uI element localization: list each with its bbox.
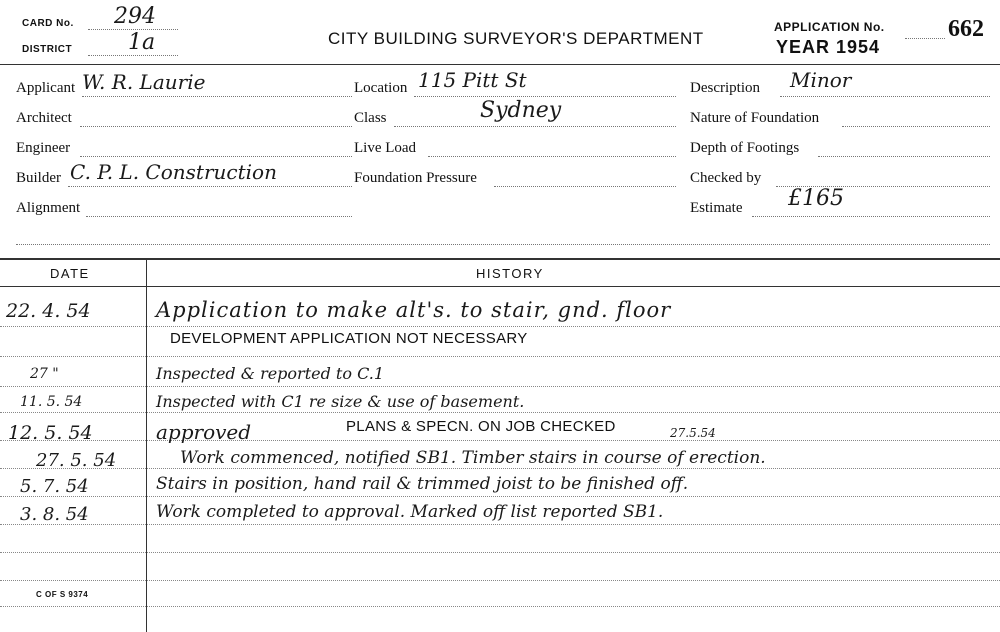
- history-entry-3: Inspected & reported to C.1: [156, 364, 385, 383]
- ruled-line: [0, 524, 1000, 525]
- ruled-line: [0, 326, 1000, 327]
- history-column-header: HISTORY: [476, 266, 544, 281]
- district-line: [88, 55, 178, 56]
- nature-of-foundation-line: [842, 126, 990, 127]
- foundation-pressure-line: [494, 186, 676, 187]
- application-no-line: [905, 38, 945, 39]
- architect-label: Architect: [16, 110, 72, 126]
- history-date-8: 3. 8. 54: [20, 504, 89, 525]
- card-no-label: CARD No.: [22, 18, 74, 29]
- depth-of-footings-line: [818, 156, 990, 157]
- history-entry-5: approved: [156, 420, 252, 444]
- ruled-line: [0, 440, 1000, 441]
- history-entry-4: Inspected with C1 re size & use of basement.: [156, 392, 525, 411]
- history-date-1: 22. 4. 54: [6, 300, 91, 322]
- district-label: DISTRICT: [22, 44, 73, 55]
- builder-value: C. P. L. Construction: [70, 160, 277, 184]
- ruled-line: [0, 580, 1000, 581]
- class-line: [394, 126, 676, 127]
- application-no-value: 662: [948, 16, 984, 42]
- alignment-line: [86, 216, 352, 217]
- architect-line: [80, 126, 352, 127]
- history-date-5: 12. 5. 54: [8, 422, 93, 444]
- engineer-label: Engineer: [16, 140, 71, 156]
- nature-of-foundation-label: Nature of Foundation: [690, 110, 820, 126]
- description-line: [780, 96, 990, 97]
- plans-checked-stamp: PLANS & SPECN. ON JOB CHECKED: [346, 418, 616, 435]
- extra-field-line: [16, 244, 990, 245]
- class-value: Sydney: [480, 98, 562, 123]
- description-label: Description: [690, 80, 760, 96]
- location-label: Location: [354, 80, 408, 96]
- history-date-4: 11. 5. 54: [20, 394, 83, 410]
- history-entry-6: Work commenced, notified SB1. Timber stairs in course of erection.: [180, 448, 766, 468]
- ruled-line: [0, 552, 1000, 553]
- class-label: Class: [354, 110, 387, 126]
- estimate-line: [752, 216, 990, 217]
- builder-label: Builder: [16, 170, 61, 186]
- builder-line: [68, 186, 352, 187]
- department-title: CITY BUILDING SURVEYOR'S DEPARTMENT: [328, 29, 704, 48]
- ruled-line: [0, 606, 1000, 607]
- history-top-border: [0, 258, 1000, 260]
- date-column-divider: [146, 258, 147, 632]
- history-entry-7: Stairs in position, hand rail & trimmed joist to be finished off.: [156, 474, 689, 494]
- applicant-line: [82, 96, 352, 97]
- history-date-3: 27 ": [30, 366, 59, 382]
- location-value: 115 Pitt St: [418, 68, 527, 92]
- form-code: C OF S 9374: [36, 590, 89, 599]
- history-date-7: 5. 7. 54: [20, 476, 89, 497]
- live-load-label: Live Load: [354, 140, 417, 156]
- history-date-6: 27. 5. 54: [36, 450, 117, 471]
- location-line: [414, 96, 676, 97]
- header-divider: [0, 64, 1000, 65]
- checked-by-label: Checked by: [690, 170, 762, 186]
- card-no-value: 294: [114, 4, 156, 29]
- application-no-label: APPLICATION No.: [774, 20, 885, 34]
- history-entry-8: Work completed to approval. Marked off list reported SB1.: [156, 502, 664, 522]
- description-value: Minor: [790, 68, 852, 92]
- history-header-divider: [0, 286, 1000, 287]
- estimate-value: £165: [788, 186, 844, 211]
- depth-of-footings-label: Depth of Footings: [690, 140, 800, 156]
- engineer-line: [80, 156, 352, 157]
- foundation-pressure-label: Foundation Pressure: [354, 170, 477, 186]
- ruled-line: [0, 386, 1000, 387]
- district-value: 1a: [128, 30, 156, 55]
- history-entry-1: Application to make alt's. to stair, gnd. floor: [156, 298, 672, 322]
- ruled-line: [0, 468, 1000, 469]
- ruled-line: [0, 356, 1000, 357]
- ruled-line: [0, 496, 1000, 497]
- development-stamp: DEVELOPMENT APPLICATION NOT NECESSARY: [170, 330, 528, 347]
- year-label: YEAR 1954: [776, 37, 881, 57]
- applicant-value: W. R. Laurie: [82, 70, 206, 94]
- live-load-line: [428, 156, 676, 157]
- date-column-header: DATE: [50, 266, 90, 281]
- plans-checked-date: 27.5.54: [670, 426, 716, 440]
- applicant-label: Applicant: [16, 80, 76, 96]
- alignment-label: Alignment: [16, 200, 81, 216]
- estimate-label: Estimate: [690, 200, 743, 216]
- ruled-line: [0, 412, 1000, 413]
